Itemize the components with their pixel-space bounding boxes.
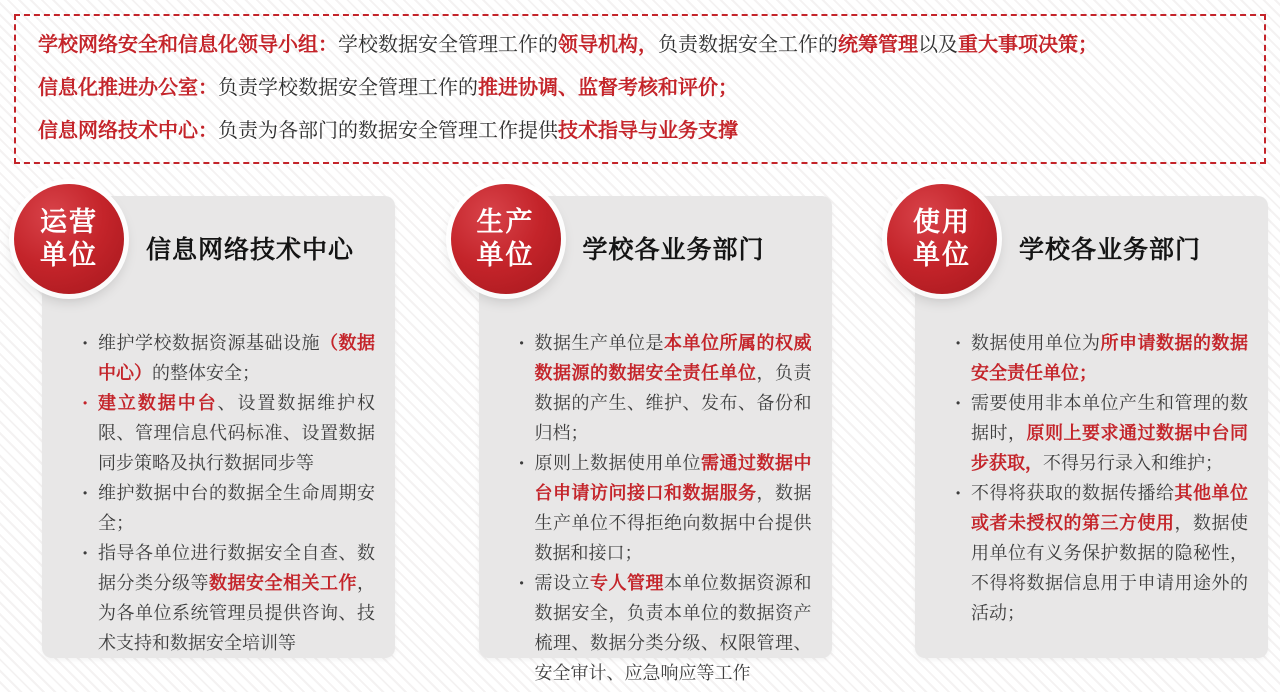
usage-unit-title: 学校各业务部门 xyxy=(1019,236,1202,264)
operating-unit-bullet-list xyxy=(42,328,395,658)
production-unit-title: 学校各业务部门 xyxy=(582,236,765,264)
bullet-item: • 需设立专人管理本单位数据资源和数据安全，负责本单位的数据资产梳理、数据分类分级、权限管理、安全审计、应急响应等工作 xyxy=(519,568,812,688)
leadership-roles-banner xyxy=(14,14,1266,164)
badge-label-line: 生产 xyxy=(476,207,535,237)
bullet-item: • 建立数据中台、设置数据维护权限、管理信息代码标准、设置数据同步策略及执行数据同步等 xyxy=(82,388,375,478)
badge-label-line: 使用 xyxy=(913,207,971,237)
bullet-item: • 数据使用单位为所申请数据的数据安全责任单位； xyxy=(955,328,1248,388)
banner-line-leadership-group: 学校网络安全和信息化领导小组：学校数据安全管理工作的领导机构，负责数据安全工作的统筹管理以及重大事项决策； xyxy=(38,34,1098,56)
badge-label-line: 单位 xyxy=(476,240,535,270)
column-usage-unit xyxy=(915,196,1268,658)
usage-unit-badge xyxy=(887,184,997,294)
production-unit-bullet-list xyxy=(479,328,832,688)
badge-label-line: 运营 xyxy=(40,207,98,237)
banner-line-informatization-office: 信息化推进办公室：负责学校数据安全管理工作的推进协调、监督考核和评价； xyxy=(38,77,738,99)
bullet-item: • 原则上数据使用单位需通过数据中台申请访问接口和数据服务，数据生产单位不得拒绝向数据中台提供数据和接口； xyxy=(519,448,812,568)
operating-unit-badge xyxy=(14,184,124,294)
column-operating-unit xyxy=(42,196,395,658)
banner-line-network-center: 信息网络技术中心：负责为各部门的数据安全管理工作提供技术指导与业务支撑 xyxy=(38,120,738,142)
role-columns xyxy=(0,196,1280,683)
slide-page xyxy=(0,14,1280,692)
bullet-item: • 数据生产单位是本单位所属的权威数据源的数据安全责任单位，负责数据的产生、维护、发布、备份和归档； xyxy=(519,328,812,448)
column-production-unit xyxy=(476,196,832,683)
badge-label-line: 单位 xyxy=(40,240,98,270)
bullet-item: • 维护学校数据资源基础设施（数据中心）的整体安全； xyxy=(82,328,375,388)
badge-label-line: 单位 xyxy=(913,240,971,270)
usage-unit-bullet-list xyxy=(915,328,1268,628)
bullet-item: • 不得将获取的数据传播给其他单位或者未授权的第三方使用，数据使用单位有义务保护数据的隐秘性，不得将数据信息用于申请用途外的活动； xyxy=(955,478,1248,628)
production-unit-badge xyxy=(451,184,561,294)
operating-unit-title: 信息网络技术中心 xyxy=(146,236,355,264)
bullet-item: • 需要使用非本单位产生和管理的数据时，原则上要求通过数据中台同步获取，不得另行录入和维护； xyxy=(955,388,1248,478)
bullet-item: • 维护数据中台的数据全生命周期安全； xyxy=(82,478,375,538)
bullet-item: • 指导各单位进行数据安全自查、数据分类分级等数据安全相关工作，为各单位系统管理员提供咨询、技术支持和数据安全培训等 xyxy=(82,538,375,658)
